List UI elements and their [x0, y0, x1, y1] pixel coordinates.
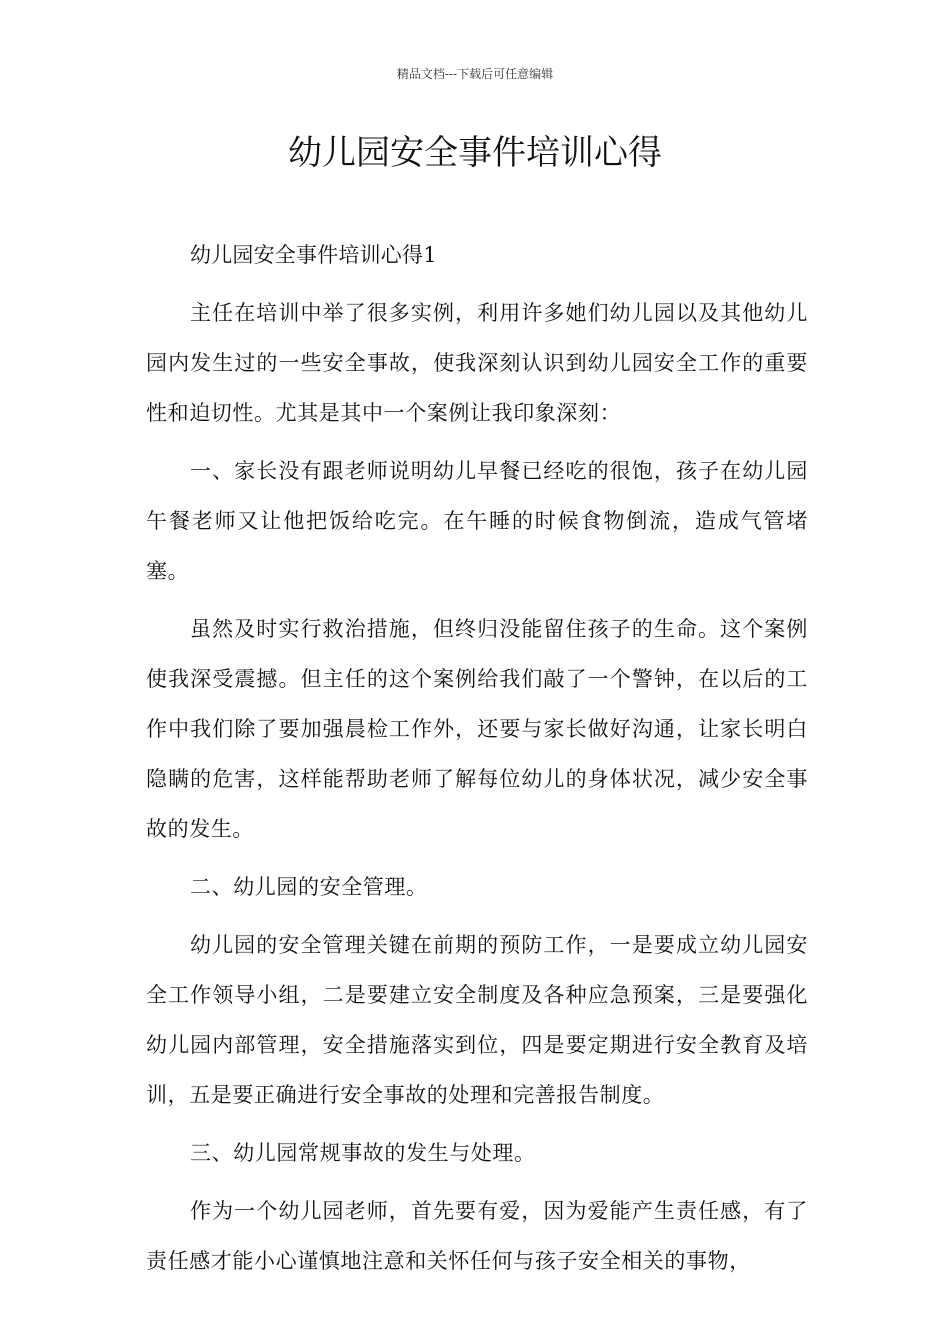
document-title: 幼儿园安全事件培训心得 [288, 133, 662, 173]
heading-accident-handling: 三、幼儿园常规事故的发生与处理。 [190, 1141, 536, 1165]
paragraph-teacher-love: 作为一个幼儿园老师，首先要有爱，因为爱能产生责任感，有了责任感才能小心谨慎地注意和关怀任何与孩子安全相关的事物， [146, 1199, 808, 1273]
header-note: 精品文档---下载后可任意编辑 [396, 67, 554, 81]
paragraph-case-one: 一、家长没有跟老师说明幼儿早餐已经吃的很饱，孩子在幼儿园午餐老师又让他把饭给吃完。在午睡的时候食物倒流，造成气管堵塞。 [146, 459, 808, 583]
document-body [146, 230, 808, 1294]
paragraph-intro: 主任在培训中举了很多实例，利用许多她们幼儿园以及其他幼儿园内发生过的一些安全事故，使我深刻认识到幼儿园安全工作的重要性和迫切性。尤其是其中一个案例让我印象深刻： [146, 301, 808, 425]
heading-safety-management: 二、幼儿园的安全管理。 [190, 875, 428, 899]
paragraph-safety-management: 幼儿园的安全管理关键在前期的预防工作，一是要成立幼儿园安全工作领导小组，二是要建立安全制度及各种应急预案，三是要强化幼儿园内部管理，安全措施落实到位，四是要定期进行安全教育及培训，五是要正确进行安全事故的处理和完善报告制度。 [146, 933, 808, 1107]
section-subtitle: 幼儿园安全事件培训心得1 [190, 243, 437, 267]
paragraph-reflection: 虽然及时实行救治措施，但终归没能留住孩子的生命。这个案例使我深受震撼。但主任的这个案例给我们敲了一个警钟，在以后的工作中我们除了要加强晨检工作外，还要与家长做好沟通，让家长明白隐瞒的危害，这样能帮助老师了解每位幼儿的身体状况，减少安全事故的发生。 [146, 617, 808, 841]
